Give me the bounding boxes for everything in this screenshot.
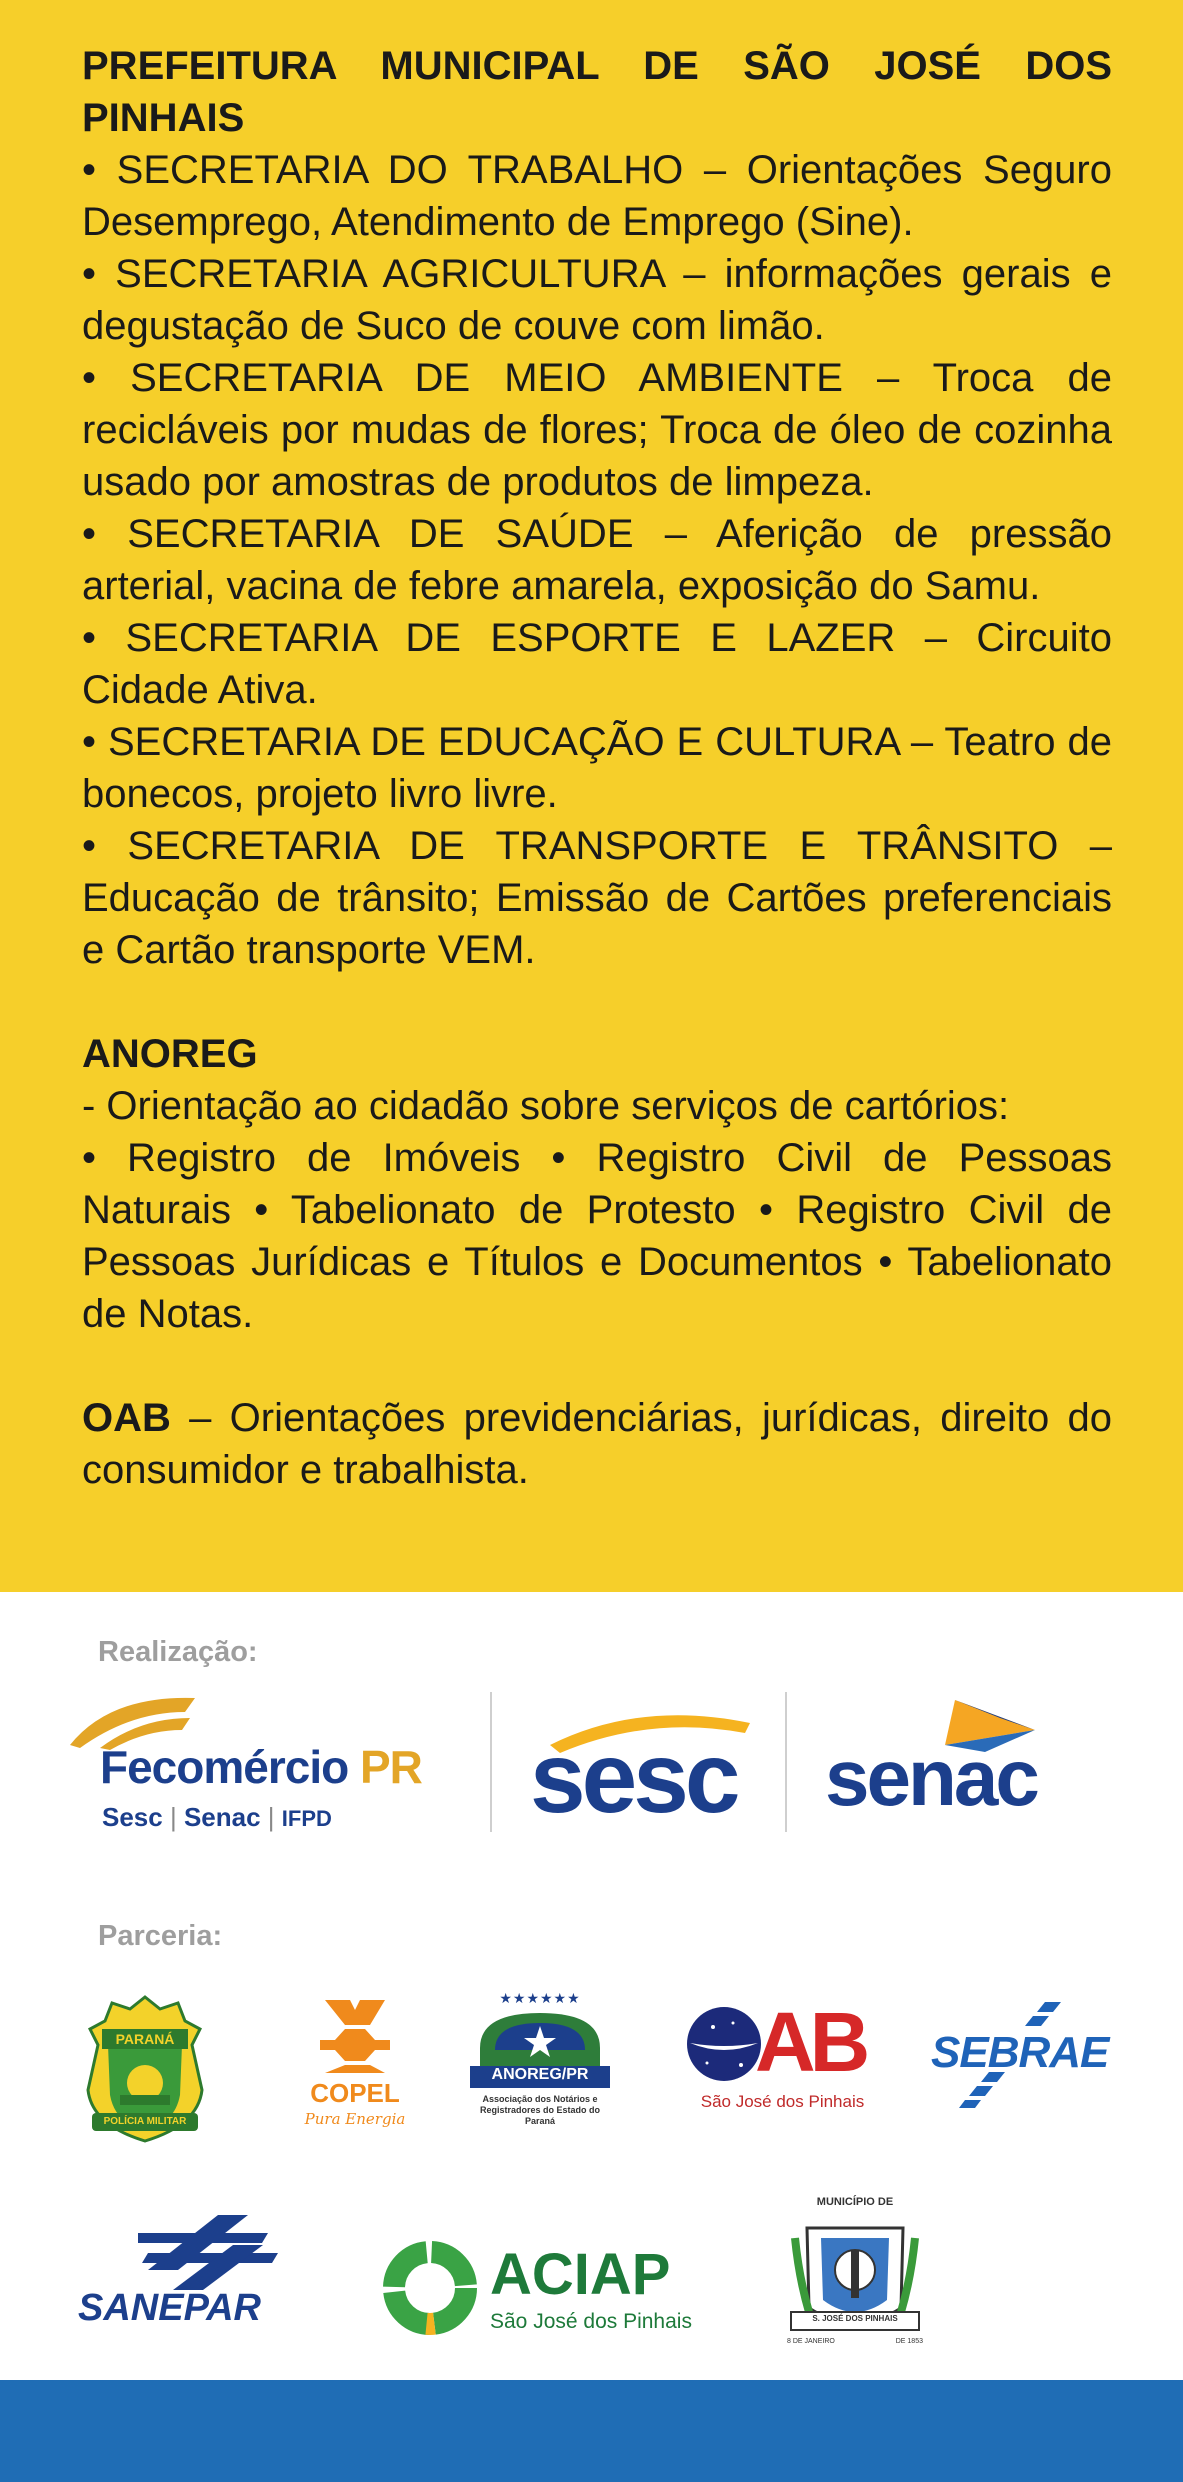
- aciap-caption: São José dos Pinhais: [490, 2310, 692, 2333]
- fecomercio-sub-ifpd: IFPD: [281, 1806, 332, 1831]
- municipio-date-right: DE 1853: [895, 2338, 923, 2345]
- copel-symbol-icon: [315, 1995, 395, 2075]
- parana-banner: PARANÁ: [102, 2029, 188, 2049]
- aciap-ring-icon: [382, 2240, 478, 2336]
- oab-paragraph: OAB – Orientações previdenciárias, jurídicas, direito do consumidor e trabalhista.: [82, 1396, 1112, 1492]
- list-item: • SECRETARIA DO TRABALHO – Orientações Seguro Desemprego, Atendimento de Emprego (Sine).: [82, 148, 1112, 244]
- anoreg-logo: [460, 1990, 620, 2140]
- realizacao-label: Realização:: [98, 1636, 258, 1668]
- anoreg-emblem-icon: [470, 2008, 610, 2098]
- anoreg-name: ANOREG/PR: [491, 2066, 589, 2083]
- policia-militar-logo: [80, 1995, 210, 2145]
- anoreg-stars: ★★★★★★: [499, 1990, 581, 2006]
- anoreg-caption: Associação dos Notários e Registradores do Estado do Paraná: [479, 2094, 601, 2126]
- senac-name: senac: [825, 1733, 1037, 1822]
- sanepar-name: SANEPAR: [78, 2287, 261, 2329]
- oab-globe-icon: [685, 2005, 763, 2083]
- sanepar-waves-icon: [138, 2215, 278, 2290]
- oab-logo: [685, 1995, 880, 2120]
- fecomercio-logo: Fecomércio PR Sesc | Senac | IFPD: [70, 1690, 460, 1840]
- copel-name: COPEL: [310, 2078, 400, 2108]
- fecomercio-name: Fecomércio: [100, 1741, 349, 1793]
- sesc-logo: [530, 1705, 760, 1835]
- list-item: • SECRETARIA DE MEIO AMBIENTE – Troca de recicláveis por mudas de flores; Troca de óleo de cozinha usado por amostras de produtos de limpeza.: [82, 356, 1112, 504]
- oab-name: AB: [755, 1995, 865, 2089]
- aciap-name: ACIAP: [490, 2242, 671, 2307]
- municipio-crest-icon: [785, 2208, 925, 2348]
- anoreg-intro: - Orientação ao cidadão sobre serviços de cartórios:: [82, 1084, 1010, 1128]
- list-item: • SECRETARIA DE TRANSPORTE E TRÂNSITO – Educação de trânsito; Emissão de Cartões preferenciais e Cartão transporte VEM.: [82, 824, 1112, 972]
- municipio-banner: S. JOSÉ DOS PINHAIS: [812, 2314, 898, 2323]
- prefeitura-title: PREFEITURA MUNICIPAL DE SÃO JOSÉ DOS PINHAIS: [82, 44, 1112, 140]
- list-item: • SECRETARIA DE ESPORTE E LAZER – Circuito Cidade Ativa.: [82, 616, 1112, 712]
- policia-ribbon: POLÍCIA MILITAR: [92, 2113, 198, 2131]
- list-item: • SECRETARIA DE EDUCAÇÃO E CULTURA – Teatro de bonecos, projeto livro livre.: [82, 720, 1112, 816]
- sebrae-logo: [925, 2000, 1109, 2110]
- anoreg-title: ANOREG: [82, 1032, 258, 1076]
- sesc-name: sesc: [530, 1722, 737, 1834]
- copel-tagline: Pura Energia: [304, 2110, 406, 2128]
- fecomercio-sub-senac: Senac: [183, 1802, 261, 1832]
- municipio-top: MUNICÍPIO DE: [816, 2196, 894, 2208]
- sanepar-logo: [78, 2215, 318, 2335]
- fecomercio-suffix: PR: [360, 1741, 422, 1793]
- divider: [490, 1692, 492, 1832]
- municipio-seal: [785, 2196, 925, 2356]
- anoreg-services: • Registro de Imóveis • Registro Civil de Pessoas Naturais • Tabelionato de Protesto • Registro Civil de Pessoas Jurídicas e Títulos e Documentos • Tabelionato de Notas.: [82, 1136, 1113, 1336]
- list-item: • SECRETARIA DE SAÚDE – Aferição de pressão arterial, vacina de febre amarela, exposição do Samu.: [82, 512, 1112, 608]
- parceria-label: Parceria:: [98, 1920, 223, 1952]
- content-text: [82, 40, 1112, 1496]
- municipio-date-left: 8 DE JANEIRO: [787, 2338, 835, 2345]
- fecomercio-sub-sesc: Sesc: [102, 1802, 163, 1832]
- aciap-logo: [382, 2238, 702, 2348]
- bottom-bar: [0, 2380, 1183, 2482]
- copel-logo: [290, 1990, 420, 2130]
- senac-logo: [825, 1690, 1085, 1840]
- sebrae-name: SEBRAE: [931, 2028, 1109, 2077]
- oab-caption: São José dos Pinhais: [700, 2092, 865, 2111]
- list-item: • SECRETARIA AGRICULTURA – informações gerais e degustação de Suco de couve com limão.: [82, 252, 1112, 348]
- divider: [785, 1692, 787, 1832]
